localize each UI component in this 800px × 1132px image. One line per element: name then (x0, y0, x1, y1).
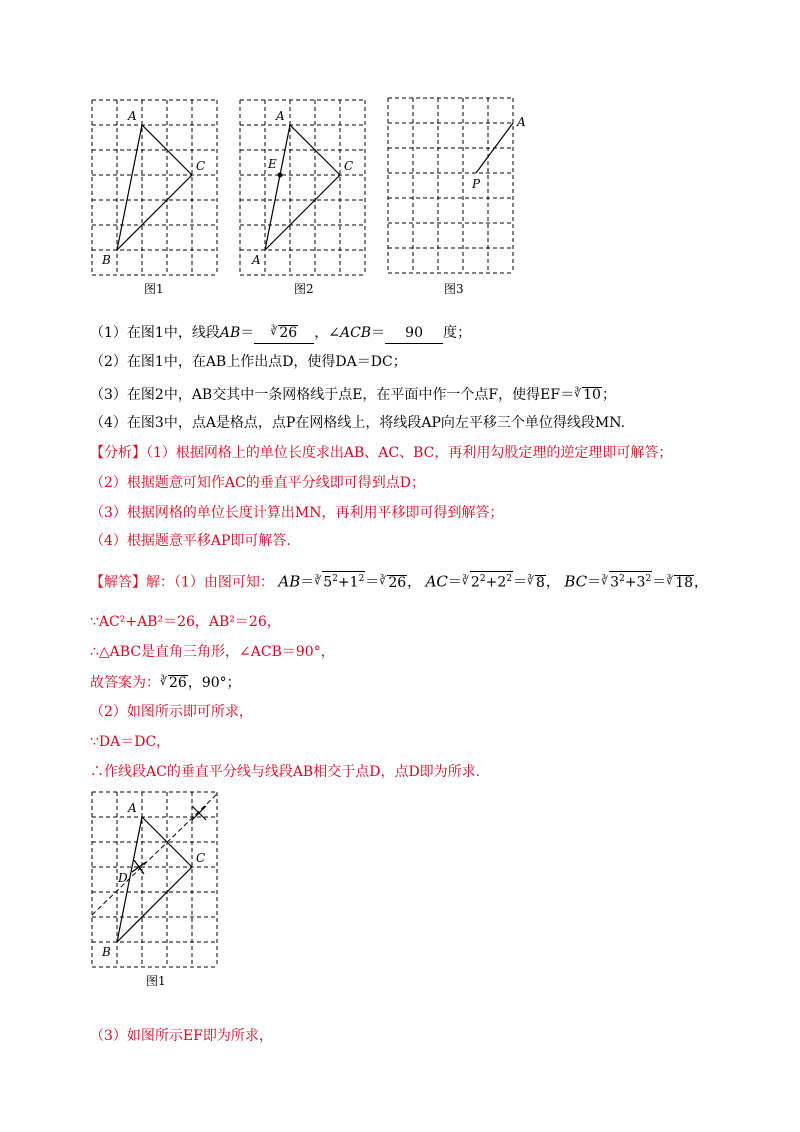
solution-therefore-2: ∴作线段AC的垂直平分线与线段AB相交于点D，点D即为所求. (90, 764, 481, 780)
solution-therefore-1: ∴△ABC是直角三角形，∠ACB＝90°， (90, 644, 335, 660)
q1-angle-answer: 90 (385, 323, 443, 344)
label-a-top: A (276, 109, 285, 123)
figure-3-grid (386, 96, 526, 276)
solution-part-2: （2）如图所示即可所求， (90, 704, 253, 720)
analysis-4: （4）根据题意平移AP即可解答. (90, 533, 291, 549)
q1-ab-answer: 26 (279, 325, 298, 341)
figure-1-caption: 图1 (144, 282, 164, 296)
question-1: （1）在图1中，线段AB＝ ∛ 26 ，∠ACB＝ 90 度； (90, 322, 471, 344)
question-2: （2）在图1中，在AB上作出点D，使得DA＝DC； (90, 354, 407, 370)
figure-1 (90, 98, 220, 282)
label-a: A (517, 115, 526, 129)
figure-3-caption: 图3 (444, 282, 464, 296)
figure-1-grid (90, 98, 220, 278)
figure-2-caption: 图2 (294, 282, 314, 296)
figure-construction-grid (90, 790, 225, 970)
question-3: （3）在图2中，AB交其中一条网格线于点E，在平面中作一个点F，使得EF＝∛ 10； (90, 387, 616, 403)
figure-construction (90, 790, 225, 974)
figure-2 (238, 98, 368, 282)
solution-part-3: （3）如图所示EF即为所求， (90, 1028, 273, 1044)
label-b: B (102, 253, 111, 267)
solution-answer: 故答案为：∛ 26，90°； (90, 675, 241, 691)
analysis-1: 【分析】（1）根据网格上的单位长度求出AB、AC、BC，再利用勾股定理的逆定理即可解答； (90, 445, 673, 461)
question-4: （4）在图3中，点A是格点，点P在网格线上，将线段AP向左平移三个单位得线段MN. (90, 415, 626, 431)
label-a-bottom: A (252, 253, 261, 267)
figure-3 (386, 96, 526, 280)
label-c: C (344, 159, 354, 173)
solution-because-1: ∵AC²+AB²＝26，AB²＝26， (90, 614, 281, 630)
solution-because-2: ∵DA＝DC， (90, 734, 171, 750)
label-c: C (196, 851, 206, 865)
label-d: D (118, 871, 128, 885)
figure-construction-caption: 图1 (146, 974, 166, 988)
analysis-2: （2）根据题意可知作AC的垂直平分线即可得到点D； (90, 475, 425, 491)
label-c: C (196, 159, 206, 173)
figure-2-grid (238, 98, 368, 278)
label-e: E (268, 157, 277, 171)
analysis-3: （3）根据网格的单位长度计算出MN，再利用平移即可得到解答； (90, 505, 504, 521)
label-p: P (472, 177, 481, 191)
label-a: A (128, 109, 137, 123)
label-b: B (102, 945, 111, 959)
label-a: A (128, 801, 137, 815)
solution-line-1: 【解答】解：（1）由图可知： AB＝∛ $5^2+1^2=∛$ 26， AC＝∛ $2^2+2^2=∛$ 8， BC＝∛ $3^2+3^2=∛$ 18， (90, 572, 709, 591)
